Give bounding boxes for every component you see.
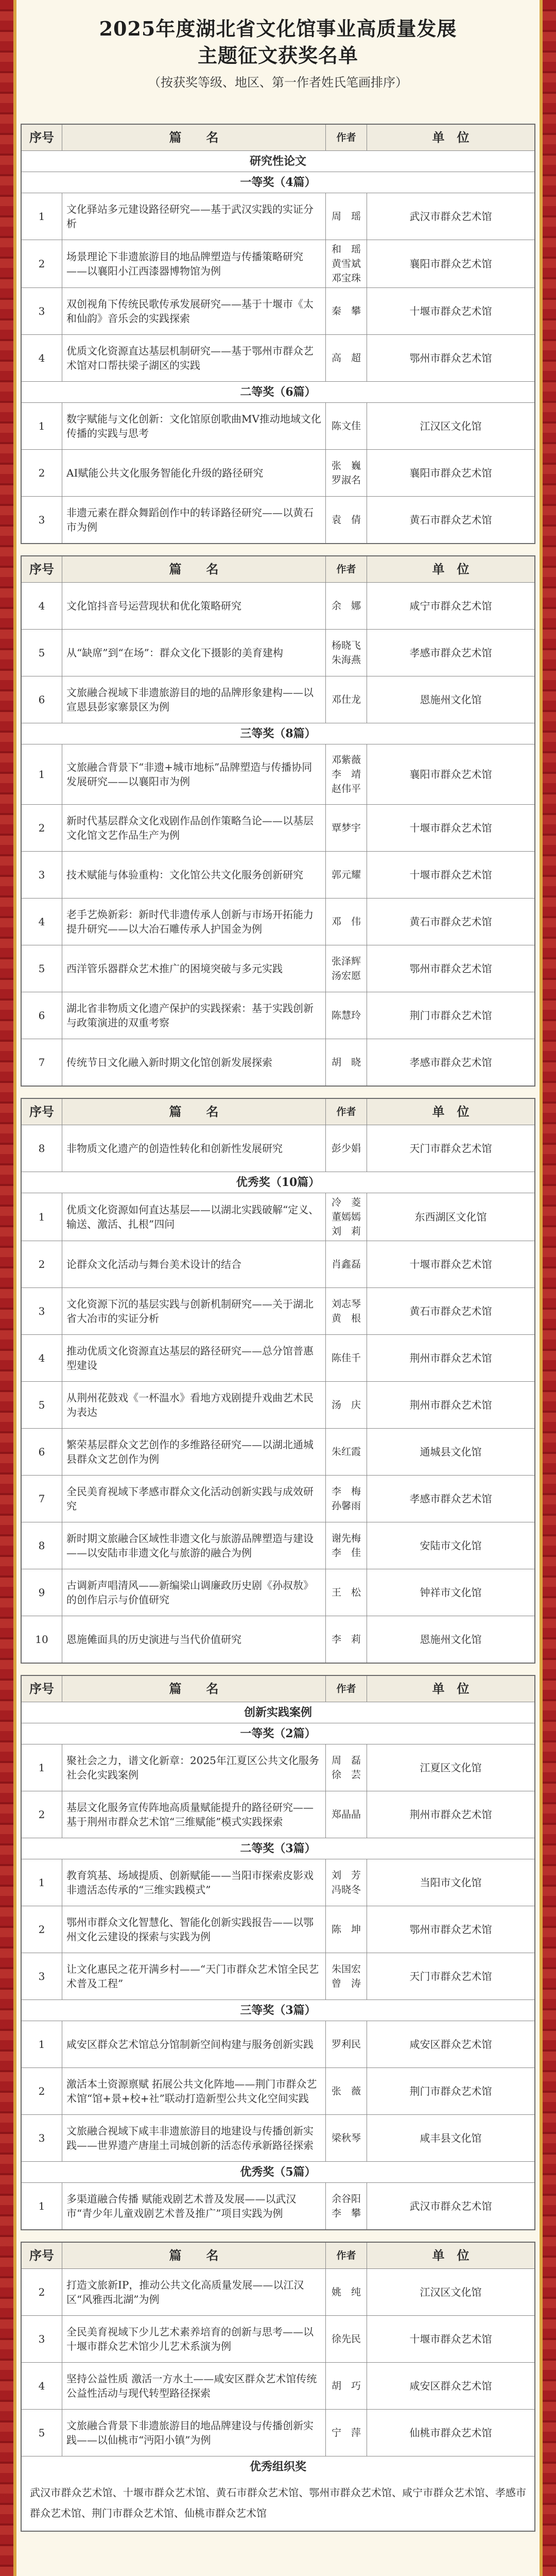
row-author: 肖鑫磊: [325, 1241, 367, 1287]
row-number: 1: [38, 1761, 45, 1774]
header-title: 篇 名: [62, 556, 325, 582]
section-heading: 二等奖（6篇）: [22, 381, 534, 402]
row-unit: 江汉区文化馆: [367, 2269, 534, 2315]
row-title: 老手艺焕新彩：新时代非遗传承人创新与市场开拓能力提升研究——以大冶石雕传承人护国金为例: [62, 899, 325, 945]
row-author: 李 莉: [325, 1616, 367, 1663]
table-header-row: [22, 125, 534, 150]
title-line-1: 2025年度湖北省文化馆事业高质量发展: [99, 17, 457, 40]
table-row: [22, 2182, 534, 2229]
row-number: 4: [38, 2380, 45, 2392]
table-row: [22, 334, 534, 381]
row-unit: 黄石市群众艺术馆: [367, 1288, 534, 1334]
table-row: [22, 402, 534, 449]
row-author: 郭元耀: [325, 852, 367, 898]
row-author: 张泽辉 汤宏愿: [325, 945, 367, 992]
table-row: [22, 496, 534, 543]
row-unit: 天门市群众艺术馆: [367, 1953, 534, 1999]
row-unit: 黄石市群众艺术馆: [367, 899, 534, 945]
row-unit: 十堰市群众艺术馆: [367, 288, 534, 334]
table-row: [22, 2021, 534, 2067]
row-number: 2: [38, 467, 45, 479]
row-title: 文化驿站多元建设路径研究——基于武汉实践的实证分析: [62, 193, 325, 240]
row-unit: 十堰市群众艺术馆: [367, 852, 534, 898]
row-title: 非物质文化遗产的创造性转化和创新性发展研究: [62, 1125, 325, 1172]
row-unit: 咸宁市群众艺术馆: [367, 583, 534, 629]
table-row: [22, 1744, 534, 1791]
row-author: 秦 攀: [325, 288, 367, 334]
table-row: [22, 2268, 534, 2315]
table-row: [22, 898, 534, 945]
table-row: [22, 1791, 534, 1838]
row-number: 7: [38, 1493, 45, 1505]
row-number: 4: [38, 600, 45, 612]
row-title: 论群众文化活动与舞台美术设计的结合: [62, 1241, 325, 1287]
row-number: 3: [38, 305, 45, 317]
section-heading: 优秀奖（10篇）: [22, 1172, 534, 1193]
row-number: 6: [38, 1009, 45, 1022]
row-unit: 鄂州市群众艺术馆: [367, 335, 534, 381]
table-row: [22, 2315, 534, 2362]
header-title: 篇 名: [62, 125, 325, 150]
row-title: 坚持公益性质 激活一方水土——咸安区群众艺术馆传统公益性活动与现代转型路径探索: [62, 2363, 325, 2409]
table-row: [22, 240, 534, 287]
award-tables: [21, 124, 535, 2532]
row-author: 陈 坤: [325, 1906, 367, 1953]
row-unit: 荆门市群众艺术馆: [367, 992, 534, 1039]
table-row: [22, 449, 534, 496]
row-title: 全民美育视域下少儿艺术素养培育的创新与思考——以十堰市群众艺术馆少儿艺术系演为例: [62, 2316, 325, 2362]
row-author: 余 娜: [325, 583, 367, 629]
table-row: [22, 1125, 534, 1172]
row-author: 朱国宏 曾 涛: [325, 1953, 367, 1999]
row-author: 张 薇: [325, 2068, 367, 2114]
header-no: 序号: [29, 1104, 54, 1119]
table-row: [22, 804, 534, 851]
row-unit: 恩施州文化馆: [367, 676, 534, 723]
organization-award-list: 武汉市群众艺术馆、十堰市群众艺术馆、黄石市群众艺术馆、鄂州市群众艺术馆、咸宁市群众艺术馆、孝感市群众艺术馆、荆门市群众艺术馆、仙桃市群众艺术馆: [30, 2486, 526, 2519]
header-no: 序号: [29, 130, 54, 145]
row-title: 新时代基层群众文化戏剧作品创作策略刍论——以基层文化馆文艺作品生产为例: [62, 805, 325, 851]
row-unit: 咸安区群众艺术馆: [367, 2363, 534, 2409]
row-number: 2: [38, 258, 45, 270]
table-row: [22, 1193, 534, 1241]
row-unit: 襄阳市群众艺术馆: [367, 450, 534, 496]
row-number: 3: [38, 2333, 45, 2345]
row-author: 李 梅 孙馨雨: [325, 1476, 367, 1522]
title-line-2: 主题征文获奖名单: [197, 44, 358, 67]
row-author: 周 瑶: [325, 193, 367, 240]
header-title: 篇 名: [62, 1676, 325, 1702]
table-row: [22, 193, 534, 240]
table-block: [21, 1098, 535, 1664]
row-title: 基层文化服务宣传阵地高质量赋能提升的路径研究——基于荆州市群众艺术馆“三维赋能”模式实践探索: [62, 1791, 325, 1838]
row-title: 场景理论下非遗旅游目的地品牌塑造与传播策略研究——以襄阳小江西漆器博物馆为例: [62, 240, 325, 287]
row-number: 8: [38, 1142, 45, 1155]
row-title: 湖北省非物质文化遗产保护的实践探索：基于实践创新与政策演进的双重考察: [62, 992, 325, 1039]
row-number: 4: [38, 916, 45, 928]
table-row: [22, 676, 534, 723]
table-row: [22, 1906, 534, 1953]
table-row: [22, 1569, 534, 1616]
row-number: 3: [38, 1970, 45, 1982]
table-row: [22, 1241, 534, 1287]
row-title: 教育筑基、场域提质、创新赋能——当阳市探索皮影戏非遗活态传承的“三维实践模式”: [62, 1859, 325, 1906]
table-block: [21, 2242, 535, 2532]
row-number: 2: [38, 1808, 45, 1821]
row-unit: 十堰市群众艺术馆: [367, 1241, 534, 1287]
row-author: 覃梦宇: [325, 805, 367, 851]
row-author: 宁 萍: [325, 2410, 367, 2456]
row-unit: 仙桃市群众艺术馆: [367, 2410, 534, 2456]
row-number: 2: [38, 2085, 45, 2097]
table-row: [22, 1475, 534, 1522]
decorative-border-right: [543, 0, 556, 2576]
row-title: 非遗元素在群众舞蹈创作中的转译路径研究——以黄石市为例: [62, 497, 325, 543]
row-number: 3: [38, 514, 45, 526]
row-title: 打造文旅新IP，推动公共文化高质量发展——以江汉区“风雅西北湖”为例: [62, 2269, 325, 2315]
row-title: 文旅融合背景下非遗旅游目的地品牌建设与传播创新实践——以仙桃市“沔阳小镇”为例: [62, 2410, 325, 2456]
row-number: 2: [38, 1923, 45, 1936]
row-author: 姚 纯: [325, 2269, 367, 2315]
section-heading: 优秀组织奖: [22, 2456, 534, 2477]
row-author: 梁秋琴: [325, 2115, 367, 2161]
row-author: 刘 芳 冯晓冬: [325, 1859, 367, 1906]
row-unit: 孝感市群众艺术馆: [367, 1476, 534, 1522]
table-row: [22, 1287, 534, 1334]
row-number: 4: [38, 1352, 45, 1364]
row-number: 6: [38, 693, 45, 706]
row-author: 周 磊 徐 芸: [325, 1744, 367, 1791]
row-title: 繁荣基层群众文艺创作的多维路径研究——以湖北通城县群众文艺创作为例: [62, 1429, 325, 1475]
row-unit: 咸安区群众艺术馆: [367, 2021, 534, 2067]
row-author: 邓紫薇 李 靖 赵伟平: [325, 744, 367, 804]
table-row: [22, 1334, 534, 1381]
row-unit: 孝感市群众艺术馆: [367, 630, 534, 676]
row-title: 西洋管乐器群众艺术推广的困境突破与多元实践: [62, 945, 325, 992]
row-title: 文化资源下沉的基层实践与创新机制研究——关于湖北省大冶市的实证分析: [62, 1288, 325, 1334]
row-author: 杨晓飞 朱海燕: [325, 630, 367, 676]
row-author: 彭少娟: [325, 1125, 367, 1172]
table-row: [22, 1616, 534, 1663]
header-author: 作者: [325, 125, 367, 150]
row-author: 朱红霞: [325, 1429, 367, 1475]
row-number: 2: [38, 822, 45, 834]
section-heading: 一等奖（4篇）: [22, 172, 534, 193]
row-title: AI赋能公共文化服务智能化升级的路径研究: [62, 450, 325, 496]
document-header: [21, 0, 535, 124]
header-unit: 单 位: [367, 2243, 534, 2268]
header-title: 篇 名: [62, 2243, 325, 2268]
row-unit: 钟祥市文化馆: [367, 1569, 534, 1616]
row-number: 9: [38, 1586, 45, 1599]
row-author: 王 松: [325, 1569, 367, 1616]
row-author: 陈文佳: [325, 403, 367, 449]
table-row: [22, 992, 534, 1039]
row-title: 古调新声唱清风——新编梁山调廉政历史剧《孙叔敖》的创作启示与价值研究: [62, 1569, 325, 1616]
header-author: 作者: [325, 1099, 367, 1125]
row-unit: 鄂州市群众艺术馆: [367, 1906, 534, 1953]
row-title: 从“缺席”到“在场”：群众文化下摄影的美育建构: [62, 630, 325, 676]
table-row: [22, 2114, 534, 2161]
row-number: 2: [38, 1258, 45, 1270]
row-number: 2: [38, 2286, 45, 2298]
row-unit: 荆州市群众艺术馆: [367, 1791, 534, 1838]
row-number: 1: [38, 210, 45, 223]
row-title: 文化馆抖音号运营现状和优化策略研究: [62, 583, 325, 629]
subtitle: （按获奖等级、地区、第一作者姓氏笔画排序）: [148, 75, 408, 90]
table-row: [22, 1039, 534, 1086]
row-author: 罗利民: [325, 2021, 367, 2067]
row-number: 1: [38, 1876, 45, 1889]
row-unit: 江夏区文化馆: [367, 1744, 534, 1791]
table-row: [22, 2409, 534, 2456]
table-block: [21, 124, 535, 544]
row-number: 1: [38, 420, 45, 432]
row-author: 汤 庆: [325, 1382, 367, 1428]
table-row: [22, 1859, 534, 1906]
row-title: 咸安区群众艺术馆总分馆制新空间构建与服务创新实践: [62, 2021, 325, 2067]
row-unit: 荆门市群众艺术馆: [367, 2068, 534, 2114]
table-row: [22, 2067, 534, 2114]
row-number: 3: [38, 2132, 45, 2144]
section-heading: 优秀奖（5篇）: [22, 2161, 534, 2182]
header-unit: 单 位: [367, 1099, 534, 1125]
table-header-row: [22, 556, 534, 582]
table-row: [22, 1428, 534, 1475]
table-block: [21, 1675, 535, 2230]
section-heading: 一等奖（2篇）: [22, 1723, 534, 1744]
table-header-row: [22, 2243, 534, 2268]
header-unit: 单 位: [367, 1676, 534, 1702]
row-number: 1: [38, 768, 45, 781]
decorative-border-left: [0, 0, 13, 2576]
section-heading: 创新实践案例: [22, 1702, 534, 1723]
row-title: 鄂州市群众文化智慧化、智能化创新实践报告——以鄂州文化云建设的探索与实践为例: [62, 1906, 325, 1953]
row-unit: 当阳市文化馆: [367, 1859, 534, 1906]
row-author: 邓仕龙: [325, 676, 367, 723]
table-row: [22, 1522, 534, 1569]
row-unit: 安陆市文化馆: [367, 1522, 534, 1569]
row-number: 5: [38, 2427, 45, 2439]
row-author: 陈慧玲: [325, 992, 367, 1039]
row-title: 双创视角下传统民歌传承发展研究——基于十堰市《太和仙韵》音乐会的实践探索: [62, 288, 325, 334]
row-author: 胡 巧: [325, 2363, 367, 2409]
row-title: 文旅融合视域下非遗旅游目的地的品牌形象建构——以宣恩县彭家寨景区为例: [62, 676, 325, 723]
row-title: 从荆州花鼓戏《一杯温水》看地方戏剧提升戏曲艺术民为表达: [62, 1382, 325, 1428]
table-row: [22, 744, 534, 804]
row-number: 5: [38, 962, 45, 975]
section-heading: 三等奖（8篇）: [22, 723, 534, 744]
row-number: 6: [38, 1446, 45, 1458]
row-title: 传统节日文化融入新时期文化馆创新发展探索: [62, 1039, 325, 1086]
row-title: 激活本土资源禀赋 拓展公共文化阵地——荆门市群众艺术馆“馆+景+校+社”联动打造新型公共文化空间实践: [62, 2068, 325, 2114]
table-row: [22, 1953, 534, 1999]
row-unit: 通城县文化馆: [367, 1429, 534, 1475]
document-content: [21, 0, 535, 2543]
header-unit: 单 位: [367, 125, 534, 150]
row-author: 胡 晓: [325, 1039, 367, 1086]
row-unit: 荆州市群众艺术馆: [367, 1382, 534, 1428]
row-title: 聚社会之力，谱文化新章：2025年江夏区公共文化服务社会化实践案例: [62, 1744, 325, 1791]
row-title: 优质文化资源如何直达基层——以湖北实践破解“定义、输送、激活、扎根”四问: [62, 1193, 325, 1241]
table-row: [22, 629, 534, 676]
header-author: 作者: [325, 556, 367, 582]
header-no: 序号: [29, 562, 54, 577]
row-number: 7: [38, 1056, 45, 1069]
row-number: 10: [35, 1633, 48, 1646]
row-author: 高 超: [325, 335, 367, 381]
row-author: 和 瑶 黄雪斌 邓宝珠: [325, 240, 367, 287]
row-author: 余谷阳 李 攀: [325, 2183, 367, 2229]
row-unit: 江汉区文化馆: [367, 403, 534, 449]
header-no: 序号: [29, 2248, 54, 2263]
row-author: 袁 倩: [325, 497, 367, 543]
section-heading: 三等奖（3篇）: [22, 1999, 534, 2021]
row-unit: 咸丰县文化馆: [367, 2115, 534, 2161]
row-number: 1: [38, 2200, 45, 2212]
row-number: 3: [38, 869, 45, 881]
row-author: 邓 伟: [325, 899, 367, 945]
row-title: 恩施傩面具的历史演进与当代价值研究: [62, 1616, 325, 1663]
row-title: 新时期文旅融合区域性非遗文化与旅游品牌塑造与建设——以安陆市非遗文化与旅游的融合为例: [62, 1522, 325, 1569]
header-author: 作者: [325, 2243, 367, 2268]
row-title: 数字赋能与文化创新：文化馆原创歌曲MV推动地域文化传播的实践与思考: [62, 403, 325, 449]
row-title: 全民美育视域下孝感市群众文化活动创新实践与成效研究: [62, 1476, 325, 1522]
header-unit: 单 位: [367, 556, 534, 582]
row-number: 5: [38, 647, 45, 659]
row-author: 刘志琴 黄 根: [325, 1288, 367, 1334]
header-title: 篇 名: [62, 1099, 325, 1125]
row-author: 郑晶晶: [325, 1791, 367, 1838]
table-block: [21, 555, 535, 1087]
row-title: 推动优质文化资源直达基层的路径研究——总分馆普惠型建设: [62, 1335, 325, 1381]
row-author: 陈佳千: [325, 1335, 367, 1381]
header-no: 序号: [29, 1681, 54, 1696]
row-number: 8: [38, 1539, 45, 1552]
row-unit: 东西湖区文化馆: [367, 1193, 534, 1241]
row-title: 多渠道融合传播 赋能戏剧艺术普及发展——以武汉市“青少年儿童戏剧艺术普及推广”项目实践为例: [62, 2183, 325, 2229]
row-unit: 荆州市群众艺术馆: [367, 1335, 534, 1381]
row-unit: 黄石市群众艺术馆: [367, 497, 534, 543]
row-title: 文旅融合背景下“非遗+城市地标”品牌塑造与传播协同发展研究——以襄阳市为例: [62, 744, 325, 804]
row-number: 4: [38, 352, 45, 364]
table-row: [22, 287, 534, 334]
row-title: 让文化惠民之花开满乡村——“天门市群众艺术馆全民艺术普及工程”: [62, 1953, 325, 1999]
table-header-row: [22, 1676, 534, 1702]
row-title: 技术赋能与体验重构：文化馆公共文化服务创新研究: [62, 852, 325, 898]
row-title: 优质文化资源直达基层机制研究——基于鄂州市群众艺术馆对口帮扶梁子湖区的实践: [62, 335, 325, 381]
row-number: 3: [38, 1305, 45, 1317]
row-author: 谢先梅 李 佳: [325, 1522, 367, 1569]
table-row: [22, 851, 534, 898]
table-row: [22, 1381, 534, 1428]
section-heading: 研究性论文: [22, 150, 534, 172]
row-author: 张 巍 罗淑名: [325, 450, 367, 496]
row-unit: 襄阳市群众艺术馆: [367, 744, 534, 804]
table-row: [22, 582, 534, 629]
row-unit: 十堰市群众艺术馆: [367, 805, 534, 851]
row-unit: 天门市群众艺术馆: [367, 1125, 534, 1172]
row-unit: 襄阳市群众艺术馆: [367, 240, 534, 287]
row-number: 5: [38, 1399, 45, 1411]
row-author: 冷 菱 董嫣嫣 刘 莉: [325, 1193, 367, 1241]
table-row: [22, 2362, 534, 2409]
section-heading: 二等奖（3篇）: [22, 1838, 534, 1859]
row-unit: 孝感市群众艺术馆: [367, 1039, 534, 1086]
row-unit: 鄂州市群众艺术馆: [367, 945, 534, 992]
header-author: 作者: [325, 1676, 367, 1702]
table-header-row: [22, 1099, 534, 1125]
row-unit: 十堰市群众艺术馆: [367, 2316, 534, 2362]
row-number: 1: [38, 2038, 45, 2050]
row-author: 徐先民: [325, 2316, 367, 2362]
row-unit: 武汉市群众艺术馆: [367, 193, 534, 240]
row-unit: 恩施州文化馆: [367, 1616, 534, 1663]
row-title: 文旅融合视域下咸丰非遗旅游目的地建设与传播创新实践——世界遗产唐崖土司城创新的活态传承新路径探索: [62, 2115, 325, 2161]
table-row: [22, 945, 534, 992]
row-unit: 武汉市群众艺术馆: [367, 2183, 534, 2229]
row-number: 1: [38, 1211, 45, 1223]
